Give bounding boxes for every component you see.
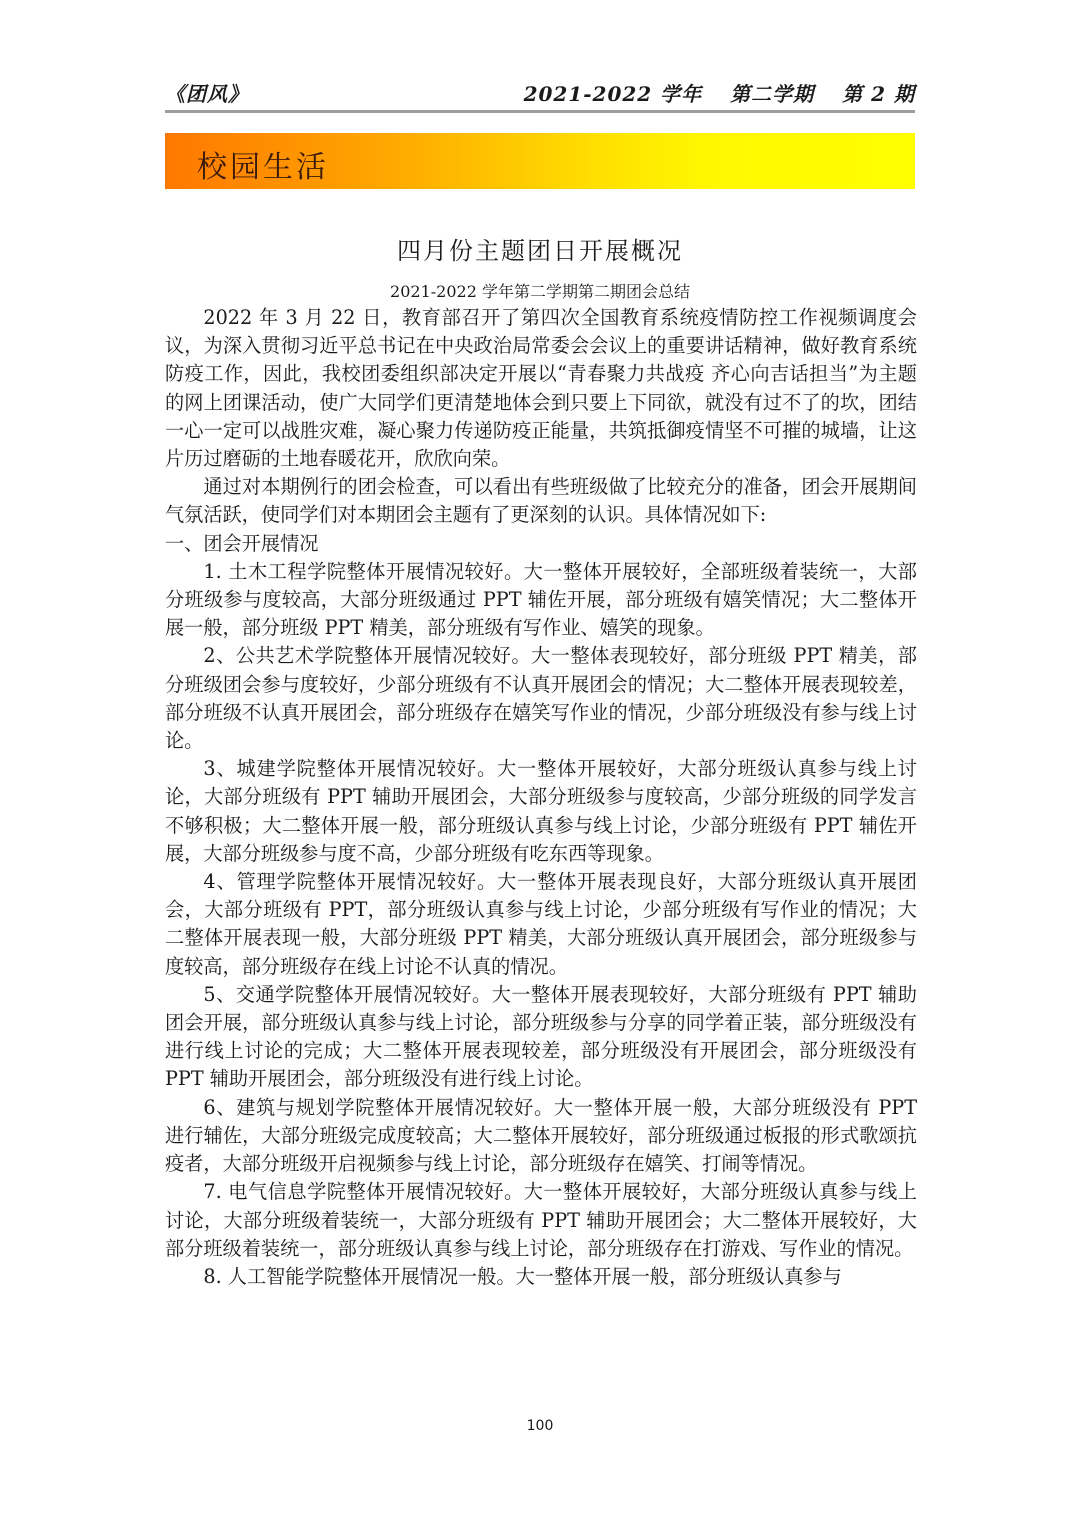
issue-info xyxy=(496,78,915,107)
publication-name: 《团风》 xyxy=(165,82,249,106)
paragraph: 通过对本期例行的团会检查，可以看出有些班级做了比较充分的准备，团会开展期间气氛活跃，使同学们对本期团会主题有了更深刻的认识。具体情况如下: xyxy=(165,475,917,527)
paragraph: 2022 年 3 月 22 日，教育部召开了第四次全国教育系统疫情防控工作视频调度会议，为深入贯彻习近平总书记在中央政治局常委会会议上的重要讲话精神，做好教育系统防疫工作，因此，我校团委组织部决定开展以“青春聚力共战疫 齐心向吉话担当”为主题的网上团课活动，使广大同学们更清楚地体会到只要上下同欲，就没有过不了的坎，团结一心一定可以战胜灾难，凝心聚力传递防疫正能量，共筑抵御疫情坚不可摧的城墙，让这片历过磨砺的土地春暖花开，欣欣向荣。 xyxy=(165,306,917,471)
semester: 第二学期 xyxy=(730,82,815,106)
section-title: 校园生活 xyxy=(197,150,329,185)
running-header xyxy=(165,76,915,108)
paragraph: 1. 土木工程学院整体开展情况较好。大一整体开展较好，全部班级着装统一，大部分班级参与度较高，大部分班级通过 PPT 辅佐开展，部分班级有嬉笑情况；大二整体开展一般，部分班级 PPT 精美，部分班级有写作业、嬉笑的现象。 xyxy=(165,559,917,640)
paragraph: 6、建筑与规划学院整体开展情况较好。大一整体开展一般，大部分班级没有 PPT 进行辅佐，大部分班级完成度较高；大二整体开展较好，部分班级通过板报的形式歌颂抗疫者，大部分班级开启视频参与线上讨论，部分班级存在嬉笑、打闹等情况。 xyxy=(165,1095,917,1176)
paragraph: 5、交通学院整体开展情况较好。大一整体开展表现较好，大部分班级有 PPT 辅助团会开展，部分班级认真参与线上讨论，部分班级参与分享的同学着正装，部分班级没有进行线上讨论的完成；大二整体开展表现较差，部分班级没有开展团会，部分班级没有 PPT 辅助开展团会，部分班级没有进行线上讨论。 xyxy=(165,982,917,1091)
academic-year: 2021-2022 学年 xyxy=(523,82,703,106)
article-body xyxy=(165,304,917,1291)
article-title: 四月份主题团日开展概况 xyxy=(397,237,683,265)
paragraph: 3、城建学院整体开展情况较好。大一整体开展较好，大部分班级认真参与线上讨论，大部分班级有 PPT 辅助开展团会，大部分班级参与度较高，少部分班级的同学发言不够积极；大二整体开展一般，部分班级认真参与线上讨论，少部分班级有 PPT 辅佐开展，大部分班级参与度不高，少部分班级有吃东西等现象。 xyxy=(165,757,917,865)
issue-number: 第 2 期 xyxy=(842,82,915,106)
paragraph: 2、公共艺术学院整体开展情况较好。大一整体表现较好，部分班级 PPT 精美，部分班级团会参与度较好，少部分班级有不认真开展团会的情况；大二整体开展表现较差，部分班级不认真开展团会，部分班级存在嬉笑写作业的情况，少部分班级没有参与线上讨论。 xyxy=(165,644,917,753)
article-subtitle: 2021-2022 学年第二学期第二期团会总结 xyxy=(390,282,690,301)
paragraph: 4、管理学院整体开展情况较好。大一整体开展表现良好，大部分班级认真开展团会，大部分班级有 PPT，部分班级认真参与线上讨论，少部分班级有写作业的情况；大二整体开展表现一般，大部分班级 PPT 精美，大部分班级认真开展团会，部分班级参与度较高，部分班级存在线上讨论不认真的情况。 xyxy=(165,870,917,978)
section-banner xyxy=(165,133,915,189)
paragraph: 8. 人工智能学院整体开展情况一般。大一整体开展一般，部分班级认真参与 xyxy=(203,1264,842,1288)
section-heading: 一、团会开展情况 xyxy=(165,531,319,555)
paragraph: 7. 电气信息学院整体开展情况较好。大一整体开展较好，大部分班级认真参与线上讨论，大部分班级着装统一，大部分班级有 PPT 辅助开展团会；大二整体开展较好，大部分班级着装统一，部分班级认真参与线上讨论，部分班级存在打游戏、写作业的情况。 xyxy=(165,1180,917,1260)
page-number: 100 xyxy=(526,1418,554,1434)
header-rule xyxy=(165,110,915,113)
